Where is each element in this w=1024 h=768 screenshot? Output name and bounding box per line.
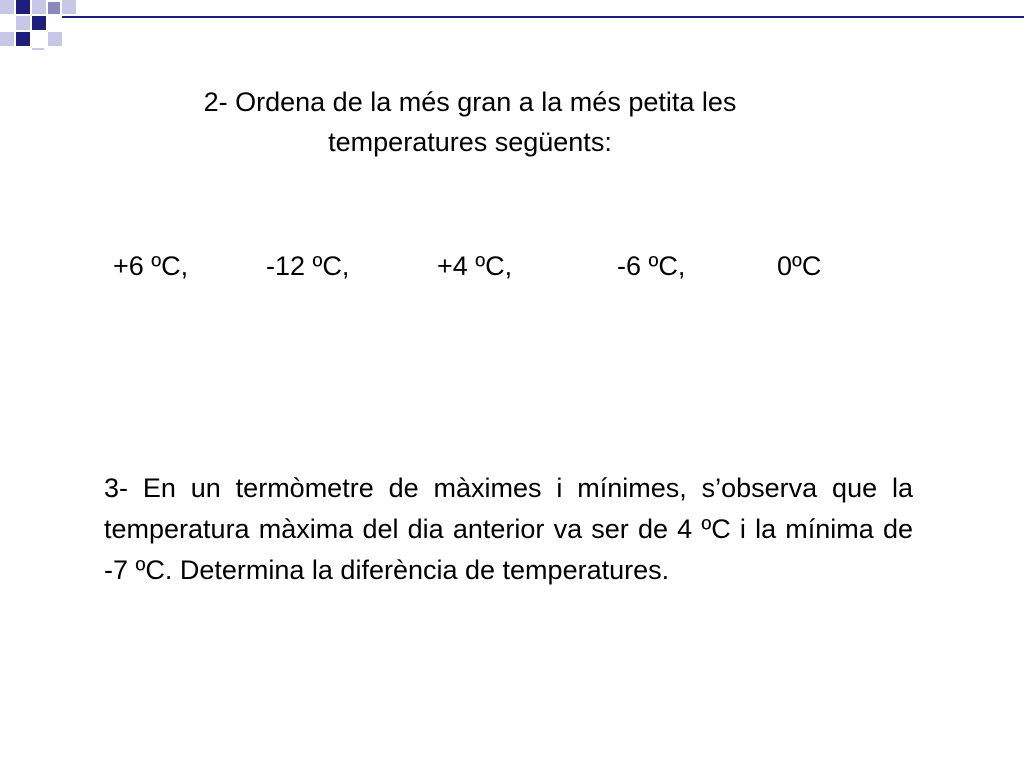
temperature-item: +6 ºC, [113,251,189,281]
exercise-2-line-1: 2- Ordena de la més gran a la més petita les [203,87,737,117]
deco-square [62,0,76,14]
deco-square [32,16,46,30]
deco-square [48,32,62,46]
exercise-2-question [100,82,840,162]
temperature-item: +4 ºC, [437,251,513,281]
deco-square [16,16,30,30]
deco-square [16,0,30,14]
temperature-list [0,246,1024,286]
deco-square [0,32,14,46]
deco-square [32,48,44,50]
decorative-header [0,0,1024,50]
temperature-item: -12 ºC, [266,251,350,281]
exercise-2-line-2: temperatures següents: [328,127,612,157]
temperature-item: -6 ºC, [617,251,686,281]
header-rule [62,16,1024,18]
deco-square [48,2,60,14]
deco-square [0,0,14,14]
temperature-item: 0ºC [777,251,822,281]
deco-square [16,32,30,46]
deco-square [32,0,46,14]
exercise-3-question: 3- En un termòmetre de màximes i mínimes, s’observa que la temperatura màxima del dia anterior va ser de 4 ºC i la mínima de -7 ºC. Determina la diferència de temperatures. [104,473,913,585]
